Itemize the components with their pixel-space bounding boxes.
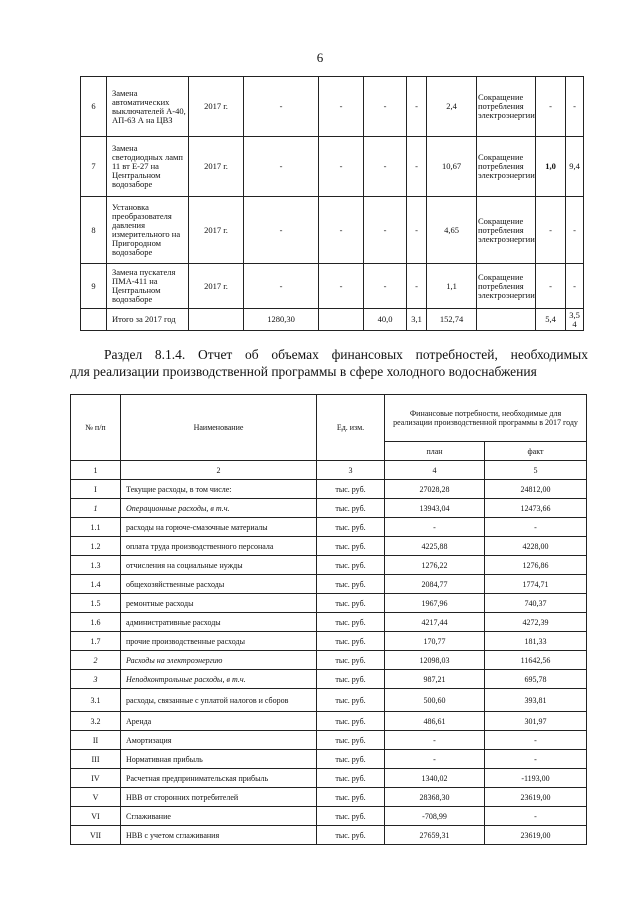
row-name: расходы на горюче-смазочные материалы [121, 518, 317, 537]
row-plan: 170,77 [385, 632, 485, 651]
row-fact: 1276,86 [485, 556, 587, 575]
index-cell: 3 [317, 461, 385, 480]
row-unit: тыс. руб. [317, 826, 385, 845]
section-heading [70, 346, 588, 380]
row-number: VII [71, 826, 121, 845]
row-name: расходы, связанные с уплатой налогов и сборов [121, 689, 317, 712]
cell: - [566, 197, 584, 264]
row-fact: 11642,56 [485, 651, 587, 670]
section-heading-line2: для реализации производственной программы в сфере холодного водоснабжения [70, 364, 537, 379]
measure-name: Установка преобразователя давления измерительного на Пригородном водозаборе [107, 197, 189, 264]
header-num: № п/п [71, 395, 121, 461]
row-unit: тыс. руб. [317, 689, 385, 712]
cell: 4,65 [427, 197, 477, 264]
row-plan: 1276,22 [385, 556, 485, 575]
row-number: V [71, 788, 121, 807]
table-row [71, 518, 587, 537]
row-unit: тыс. руб. [317, 632, 385, 651]
row-name: отчисления на социальные нужды [121, 556, 317, 575]
measure-effect: Сокращение потребления электроэнергии [477, 137, 536, 197]
row-fact: 181,33 [485, 632, 587, 651]
row-unit: тыс. руб. [317, 537, 385, 556]
table-row [71, 689, 587, 712]
row-number: 1 [71, 499, 121, 518]
cell [81, 309, 107, 331]
table-row [71, 537, 587, 556]
row-fact: 393,81 [485, 689, 587, 712]
cell: - [319, 137, 364, 197]
total-cell: 1280,30 [244, 309, 319, 331]
row-fact: 4228,00 [485, 537, 587, 556]
row-fact: 23619,00 [485, 826, 587, 845]
row-number: 2 [71, 651, 121, 670]
row-fact: 1774,71 [485, 575, 587, 594]
row-plan: 13943,04 [385, 499, 485, 518]
table-row [81, 197, 584, 264]
cell [477, 309, 536, 331]
row-name: прочие производственные расходы [121, 632, 317, 651]
cell: - [536, 197, 566, 264]
row-unit: тыс. руб. [317, 480, 385, 499]
row-unit: тыс. руб. [317, 807, 385, 826]
row-fact: - [485, 807, 587, 826]
cell: - [319, 77, 364, 137]
row-number: 7 [81, 137, 107, 197]
row-number: 8 [81, 197, 107, 264]
cell [319, 309, 364, 331]
measure-name: Замена пускателя ПМА-411 на Центральном водозаборе [107, 264, 189, 309]
table-row [71, 556, 587, 575]
table-row [71, 750, 587, 769]
row-plan: - [385, 750, 485, 769]
header-name: Наименование [121, 395, 317, 461]
cell: - [364, 197, 407, 264]
table-row [81, 77, 584, 137]
cell: - [244, 77, 319, 137]
table-row [71, 499, 587, 518]
table-row [71, 769, 587, 788]
row-number: II [71, 731, 121, 750]
table-row [71, 670, 587, 689]
cell: - [566, 264, 584, 309]
row-fact: - [485, 731, 587, 750]
row-unit: тыс. руб. [317, 556, 385, 575]
header-row [71, 395, 587, 442]
cell: 9,4 [566, 137, 584, 197]
row-plan: 27028,28 [385, 480, 485, 499]
measure-effect: Сокращение потребления электроэнергии [477, 197, 536, 264]
row-plan: 28368,30 [385, 788, 485, 807]
cell: - [364, 264, 407, 309]
row-unit: тыс. руб. [317, 499, 385, 518]
row-unit: тыс. руб. [317, 594, 385, 613]
header-plan: план [385, 442, 485, 461]
total-label: Итого за 2017 год [107, 309, 189, 331]
measure-year: 2017 г. [189, 264, 244, 309]
table-row [71, 731, 587, 750]
row-name: Амортизация [121, 731, 317, 750]
cell: - [244, 264, 319, 309]
row-name: Сглаживание [121, 807, 317, 826]
row-unit: тыс. руб. [317, 788, 385, 807]
row-unit: тыс. руб. [317, 731, 385, 750]
total-cell: 152,74 [427, 309, 477, 331]
row-name: Операционные расходы, в т.ч. [121, 499, 317, 518]
cell: - [244, 197, 319, 264]
row-plan: -708,99 [385, 807, 485, 826]
row-plan: - [385, 731, 485, 750]
row-number: 1.6 [71, 613, 121, 632]
cell: 2,4 [427, 77, 477, 137]
table-row [71, 575, 587, 594]
measure-name: Замена светодиодных ламп 11 вт Е-27 на Центральном водозаборе [107, 137, 189, 197]
row-fact: 740,37 [485, 594, 587, 613]
row-name: НВВ с учетом сглаживания [121, 826, 317, 845]
index-cell: 1 [71, 461, 121, 480]
header-needs: Финансовые потребности, необходимые для реализации производственной программы в 2017 году [385, 395, 587, 442]
row-unit: тыс. руб. [317, 613, 385, 632]
row-plan: 2084,77 [385, 575, 485, 594]
section-heading-line1: Раздел 8.1.4. Отчет об объемах финансовых потребностей, необходимых [104, 347, 588, 362]
table-row [71, 807, 587, 826]
cell: 1,1 [427, 264, 477, 309]
row-number: I [71, 480, 121, 499]
cell: - [407, 197, 427, 264]
cell: - [244, 137, 319, 197]
measures-table [80, 76, 584, 331]
total-cell: 3,54 [566, 309, 584, 331]
row-fact: 301,97 [485, 712, 587, 731]
table-row [81, 264, 584, 309]
measure-effect: Сокращение потребления электроэнергии [477, 77, 536, 137]
row-fact: 12473,66 [485, 499, 587, 518]
finance-table [70, 394, 587, 845]
row-number: III [71, 750, 121, 769]
row-unit: тыс. руб. [317, 575, 385, 594]
row-fact: -1193,00 [485, 769, 587, 788]
row-name: Аренда [121, 712, 317, 731]
row-name: ремонтные расходы [121, 594, 317, 613]
cell: - [536, 264, 566, 309]
cell: 10,67 [427, 137, 477, 197]
row-name: оплата труда производственного персонала [121, 537, 317, 556]
row-number: 9 [81, 264, 107, 309]
cell: - [319, 264, 364, 309]
row-fact: - [485, 518, 587, 537]
row-plan: 486,61 [385, 712, 485, 731]
total-cell: 40,0 [364, 309, 407, 331]
total-cell: 5,4 [536, 309, 566, 331]
row-number: 1.3 [71, 556, 121, 575]
measure-name: Замена автоматических выключателей А-40, АП-63 А на ЦВЗ [107, 77, 189, 137]
row-fact: 4272,39 [485, 613, 587, 632]
table-row [71, 480, 587, 499]
row-plan: 27659,31 [385, 826, 485, 845]
row-number: 1.2 [71, 537, 121, 556]
row-name: Расходы на электроэнергию [121, 651, 317, 670]
cell: - [407, 137, 427, 197]
row-number: IV [71, 769, 121, 788]
header-fact: факт [485, 442, 587, 461]
row-plan: 987,21 [385, 670, 485, 689]
cell [189, 309, 244, 331]
row-fact: - [485, 750, 587, 769]
row-unit: тыс. руб. [317, 750, 385, 769]
row-plan: 12098,03 [385, 651, 485, 670]
row-plan: 500,60 [385, 689, 485, 712]
row-number: 3 [71, 670, 121, 689]
cell: - [566, 77, 584, 137]
total-cell: 3,1 [407, 309, 427, 331]
cell: - [407, 264, 427, 309]
index-cell: 5 [485, 461, 587, 480]
row-number: 1.7 [71, 632, 121, 651]
row-unit: тыс. руб. [317, 712, 385, 731]
header-unit: Ед. изм. [317, 395, 385, 461]
measure-year: 2017 г. [189, 197, 244, 264]
row-plan: - [385, 518, 485, 537]
row-fact: 695,78 [485, 670, 587, 689]
table-row [71, 594, 587, 613]
table-row [71, 651, 587, 670]
row-name: общехозяйственные расходы [121, 575, 317, 594]
row-number: 3.2 [71, 712, 121, 731]
row-name: Расчетная предпринимательская прибыль [121, 769, 317, 788]
row-unit: тыс. руб. [317, 518, 385, 537]
row-number: 1.4 [71, 575, 121, 594]
row-plan: 4225,88 [385, 537, 485, 556]
row-plan: 1967,96 [385, 594, 485, 613]
row-unit: тыс. руб. [317, 670, 385, 689]
table-row [71, 632, 587, 651]
index-cell: 2 [121, 461, 317, 480]
row-number: 6 [81, 77, 107, 137]
total-row [81, 309, 584, 331]
table-row [81, 137, 584, 197]
row-number: 1.1 [71, 518, 121, 537]
table-row [71, 613, 587, 632]
row-number: 3.1 [71, 689, 121, 712]
row-number: VI [71, 807, 121, 826]
cell: - [319, 197, 364, 264]
row-plan: 4217,44 [385, 613, 485, 632]
row-number: 1.5 [71, 594, 121, 613]
row-name: Текущие расходы, в том числе: [121, 480, 317, 499]
table-row [71, 712, 587, 731]
row-unit: тыс. руб. [317, 651, 385, 670]
index-row [71, 461, 587, 480]
row-fact: 24812,00 [485, 480, 587, 499]
row-name: Неподконтрольные расходы, в т.ч. [121, 670, 317, 689]
page-number: 6 [316, 50, 324, 65]
table-row [71, 788, 587, 807]
row-fact: 23619,00 [485, 788, 587, 807]
cell: - [407, 77, 427, 137]
row-name: Нормативная прибыль [121, 750, 317, 769]
index-cell: 4 [385, 461, 485, 480]
table-row [71, 826, 587, 845]
cell: - [364, 137, 407, 197]
cell: 1,0 [536, 137, 566, 197]
measure-year: 2017 г. [189, 137, 244, 197]
row-unit: тыс. руб. [317, 769, 385, 788]
measure-effect: Сокращение потребления электроэнергии [477, 264, 536, 309]
measure-year: 2017 г. [189, 77, 244, 137]
row-plan: 1340,02 [385, 769, 485, 788]
row-name: административные расходы [121, 613, 317, 632]
row-name: НВВ от сторонних потребителей [121, 788, 317, 807]
cell: - [364, 77, 407, 137]
cell: - [536, 77, 566, 137]
